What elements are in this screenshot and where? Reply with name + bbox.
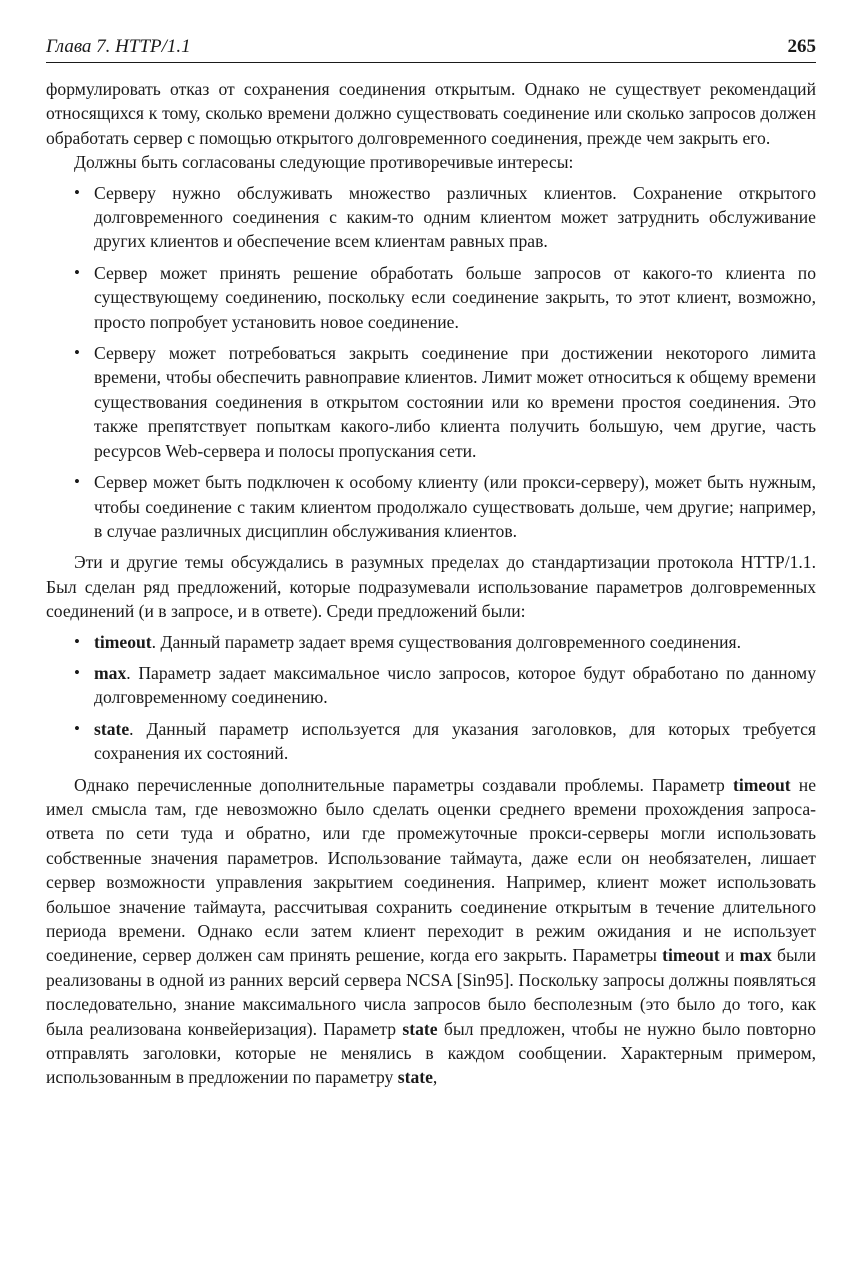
- paragraph: формулировать отказ от сохранения соединения открытым. Однако не существует рекомендаций относящихся к тому, сколько времени должно существовать соединение или сколько запросов должен обработать сервер с помощью открытого долговременного соединения, прежде чем закрыть его.: [46, 79, 816, 148]
- bullet-icon: •: [74, 631, 80, 651]
- running-header: [46, 36, 816, 63]
- list-item-text: . Данный параметр используется для указания заголовков, для которых требуется сохранения их состояний.: [94, 718, 816, 764]
- parameter-term: timeout: [732, 774, 791, 795]
- text-run: ,: [432, 1067, 438, 1088]
- list-item: [46, 630, 816, 654]
- body-text: [46, 77, 816, 1090]
- interests-list: [46, 181, 816, 544]
- list-item: [46, 181, 816, 254]
- text-run: и: [719, 945, 740, 966]
- parameter-term: state: [397, 1067, 433, 1088]
- parameter-term: state: [402, 1018, 438, 1039]
- list-item-text: Серверу нужно обслуживать множество различных клиентов. Сохранение открытого долговременного соединения с каким-то одним клиентом может затруднить обслуживание других клиентов и обеспечение всем клиентам равных прав.: [94, 182, 816, 252]
- list-item: [46, 470, 816, 543]
- text-run: был предложен, чтобы не нужно было повторно отправлять заголовки, которые не менялись в каждом сообщении. Характерным примером, использованным в предложении по параметру: [46, 1018, 816, 1088]
- list-item-text: . Параметр задает максимальное число запросов, которое будут обработано по данному долговременному соединению.: [94, 662, 816, 708]
- bullet-icon: •: [74, 662, 80, 682]
- text-run: не имел смысла там, где невозможно было сделать оценки среднего времени прохождения запроса-ответа по сети туда и обратно, или где промежуточные прокси-серверы могли использовать собственные значения параметров. Использование таймаута, даже если он необязателен, лишает сервер возможности управления закрытием соединения. Например, клиент может использовать большое значение таймаута, рассчитывая сохранить соединение открытым в течение длительного периода времени. Однако если затем клиент переходит в режим ожидания и не использует соединение, сервер должен сам принять решение, когда его закрыть. Параметры: [46, 774, 816, 966]
- parameter-term: max: [94, 662, 127, 683]
- parameter-term: timeout: [94, 631, 152, 652]
- paragraph: Должны быть согласованы следующие противоречивые интересы:: [74, 152, 574, 173]
- bullet-icon: •: [74, 182, 80, 202]
- parameter-term: timeout: [662, 945, 720, 966]
- list-item-text: . Данный параметр задает время существования долговременного соединения.: [151, 631, 742, 652]
- list-item: [46, 717, 816, 766]
- bullet-icon: •: [74, 718, 80, 738]
- page-number: 265: [787, 36, 816, 57]
- list-item: [46, 261, 816, 334]
- list-item-text: Сервер может быть подключен к особому клиенту (или прокси-серверу), может быть нужным, чтобы соединение с таким клиентом продолжало существовать дольше, чем другие; например, в случае различных дисциплин обслуживания клиентов.: [94, 472, 816, 541]
- bullet-icon: •: [74, 262, 80, 282]
- paragraph: [46, 773, 816, 1090]
- parameter-term: state: [94, 718, 130, 739]
- list-item-text: Сервер может принять решение обработать больше запросов от какого-то клиента по существующему соединению, поскольку если соединение закрыть, то этот клиент, возможно, просто попробует установить новое соединение.: [94, 262, 816, 332]
- chapter-title: Глава 7. HTTP/1.1: [46, 36, 191, 57]
- text-run: Однако перечисленные дополнительные параметры создавали проблемы. Параметр: [74, 774, 733, 795]
- list-item-text: Серверу может потребоваться закрыть соединение при достижении некоторого лимита времени, чтобы обеспечить равноправие клиентов. Лимит может относиться к общему времени существования соединения в открытом состоянии или ко времени простоя соединения. Это также препятствует попыткам какого-либо клиента получить большую, чем другие, часть ресурсов Web-сервера и полосы пропускания сети.: [94, 343, 816, 461]
- bullet-icon: •: [74, 472, 80, 492]
- list-item: [46, 661, 816, 710]
- parameter-term: max: [739, 945, 772, 966]
- paragraph: Эти и другие темы обсуждались в разумных пределах до стандартизации протокола HTTP/1.1. Был сделан ряд предложений, которые подразумевали использование параметров долговременных соединений (и в запросе, и в ответе). Среди предложений были:: [46, 552, 816, 622]
- list-item: [46, 341, 816, 463]
- bullet-icon: •: [74, 343, 80, 363]
- parameters-list: [46, 630, 816, 766]
- text-run: были реализованы в одной из ранних версий сервера NCSA [Sin95]. Поскольку запросы должны появляться последовательно, знание максимального числа запросов было бесполезным (это было до того, как была реализована конвейеризация). Параметр: [46, 945, 816, 1039]
